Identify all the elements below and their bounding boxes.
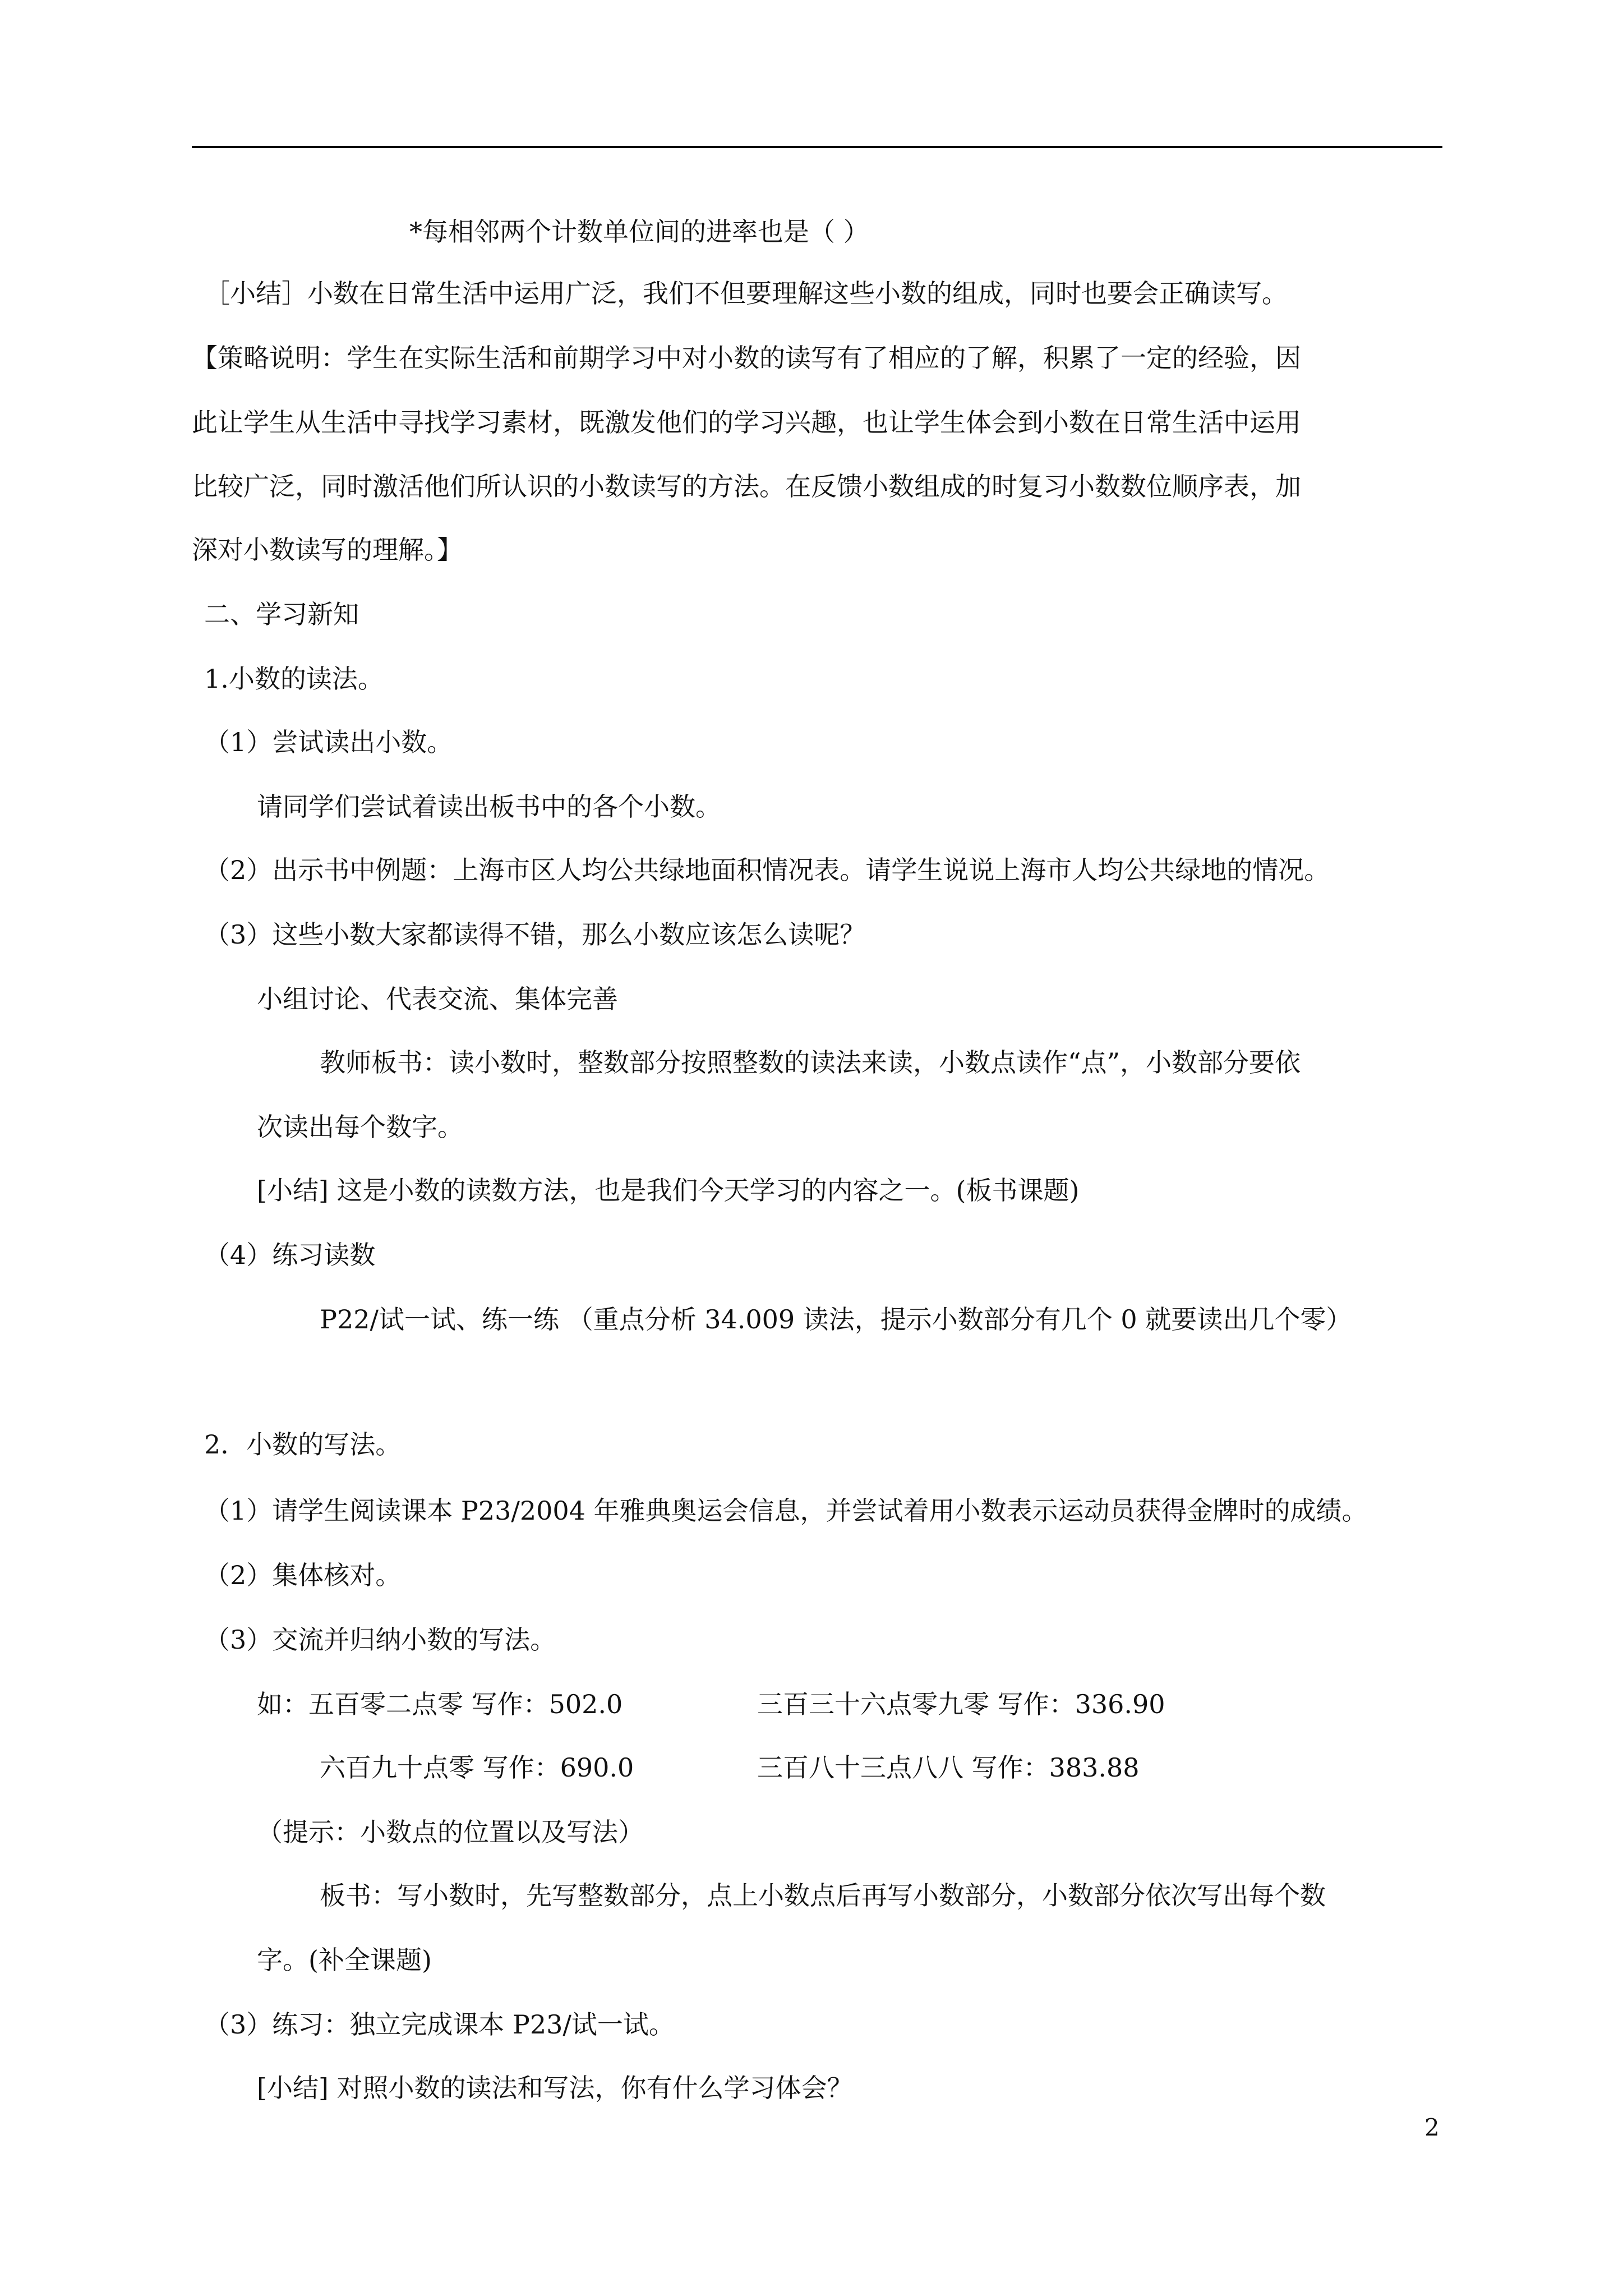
text-line: 教师板书：读小数时，整数部分按照整数的读法来读，小数点读作“点”，小数部分要依 [320, 1047, 1301, 1078]
subsection-heading: 1.小数的读法。 [204, 664, 384, 694]
text-line: （1）尝试读出小数。 [204, 727, 453, 757]
subsection-heading: 2．小数的写法。 [204, 1429, 402, 1460]
page-number: 2 [1424, 2114, 1440, 2141]
example-item: 三百三十六点零九零 写作：336.90 [757, 1689, 1165, 1719]
example-item: 三百八十三点八八 写作：383.88 [757, 1752, 1140, 1783]
text-line: （2）出示书中例题：上海市区人均公共绿地面积情况表。请学生说说上海市人均公共绿地的情况。 [204, 855, 1330, 885]
text-line: 深对小数读写的理解。】 [192, 535, 463, 565]
text-line: 比较广泛，同时激活他们所认识的小数读写的方法。在反馈小数组成的时复习小数数位顺序表，加 [192, 471, 1301, 501]
text-line: P22/试一试、练一练 （重点分析 34.009 读法，提示小数部分有几个 0 就要读出几个零） [320, 1304, 1352, 1335]
text-line: （提示：小数点的位置以及写法） [257, 1817, 644, 1847]
text-line: *每相邻两个计数单位间的进率也是（ ） [409, 217, 869, 247]
text-line: 请同学们尝试着读出板书中的各个小数。 [257, 792, 721, 822]
example-item: 六百九十点零 写作：690.0 [320, 1752, 634, 1783]
text-line: 【策略说明：学生在实际生活和前期学习中对小数的读写有了相应的了解，积累了一定的经验，因 [192, 343, 1301, 373]
header-rule [192, 146, 1442, 148]
text-line: （1）请学生阅读课本 P23/2004 年雅典奥运会信息，并尝试着用小数表示运动员获得金牌时的成绩。 [204, 1496, 1368, 1526]
text-line: （3）交流并归纳小数的写法。 [204, 1625, 556, 1655]
text-line: （4）练习读数 [204, 1240, 376, 1270]
text-line: 此让学生从生活中寻找学习素材，既激发他们的学习兴趣，也让学生体会到小数在日常生活中运用 [192, 407, 1301, 438]
text-line: 小组讨论、代表交流、集体完善 [257, 984, 618, 1014]
text-line: （3）这些小数大家都读得不错，那么小数应该怎么读呢？ [204, 919, 866, 950]
text-line: 字。(补全课题) [257, 1945, 432, 1975]
text-line: （3）练习：独立完成课本 P23/试一试。 [204, 2009, 675, 2040]
text-line: [小结] 对照小数的读法和写法，你有什么学习体会？ [257, 2073, 853, 2103]
text-line: 板书：写小数时，先写整数部分，点上小数点后再写小数部分，小数部分依次写出每个数 [320, 1880, 1326, 1911]
section-heading: 二、学习新知 [204, 599, 359, 629]
text-line: ［小结］小数在日常生活中运用广泛，我们不但要理解这些小数的组成，同时也要会正确读写。 [204, 278, 1288, 309]
text-line: 次读出每个数字。 [257, 1112, 463, 1142]
text-line: （2）集体核对。 [204, 1560, 402, 1590]
example-item: 如：五百零二点零 写作：502.0 [257, 1689, 623, 1719]
text-line: [小结] 这是小数的读数方法，也是我们今天学习的内容之一。(板书课题) [257, 1175, 1080, 1205]
